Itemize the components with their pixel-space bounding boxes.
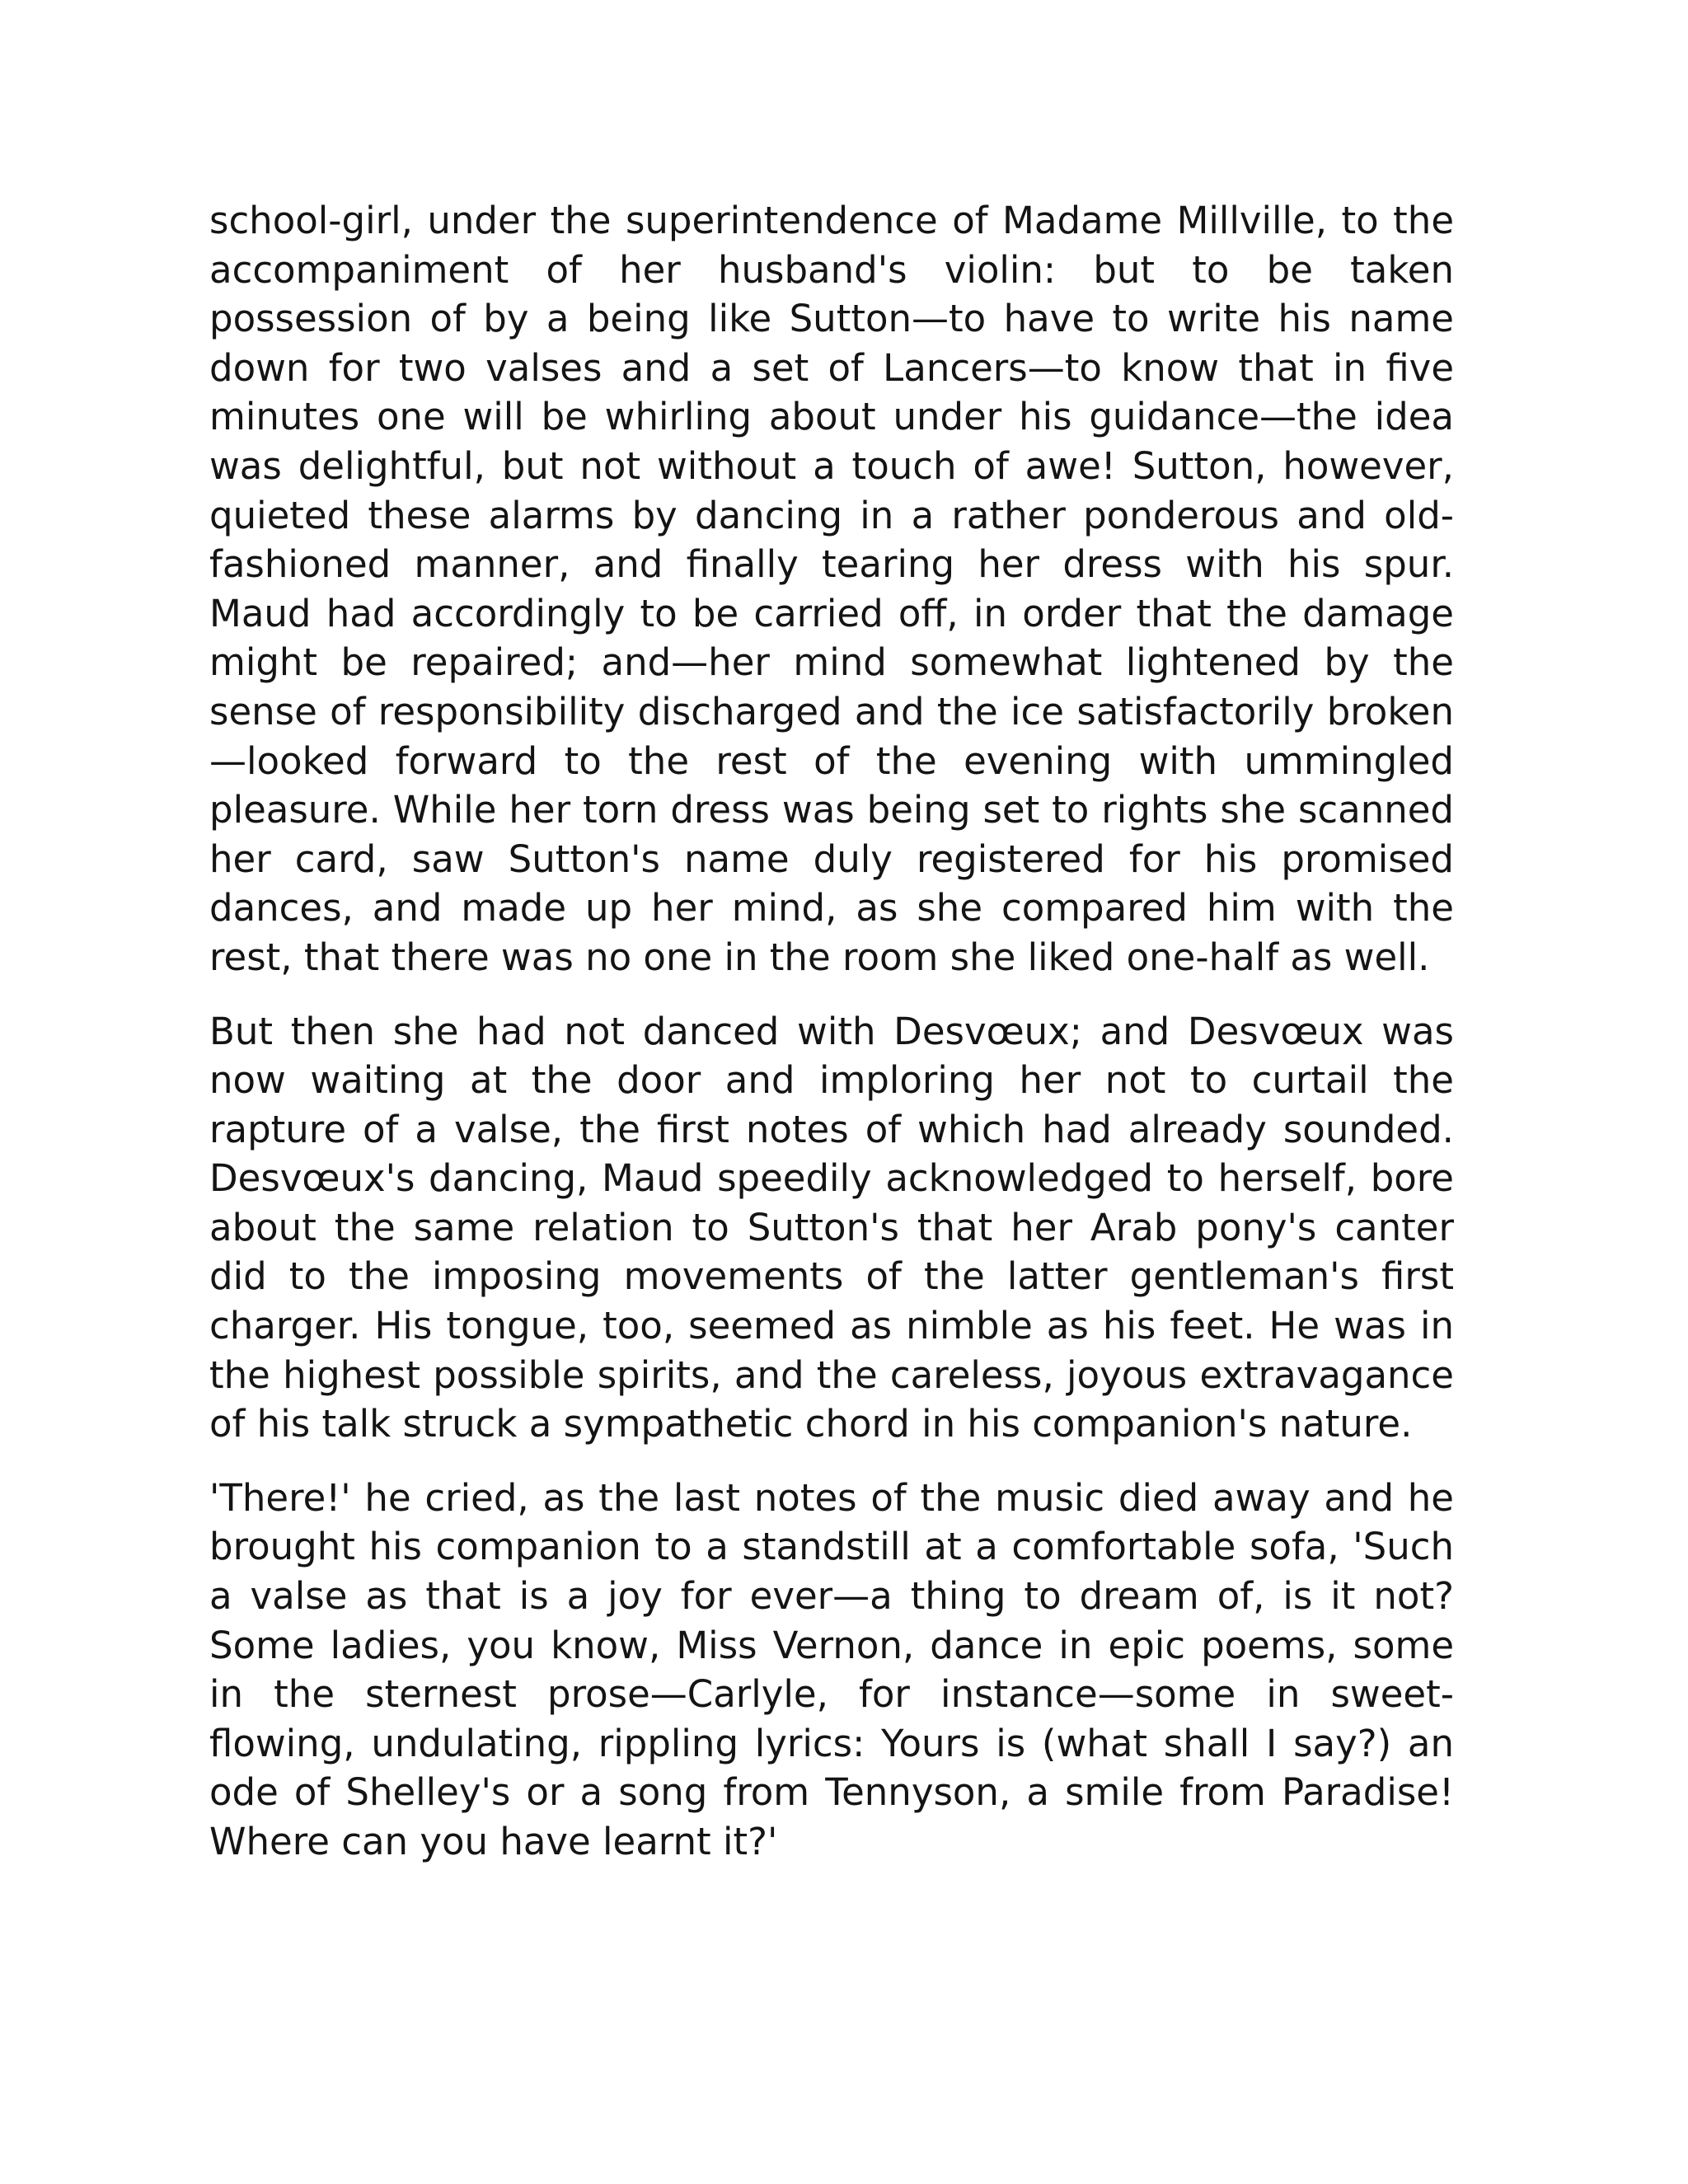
paragraph-1: school-girl, under the superintendence of Madame Millville, to the accompaniment of her husband's violin: but to be taken possession of by a being like Sutton—to have to write his name down for two valses and a set of Lancers—to know that in five minutes one will be whirling about under his guidance—the idea was delightful, but not without a touch of awe! Sutton, however, quieted these alarms by dancing in a rather ponderous and old-fashioned manner, and finally tearing her dress with his spur. Maud had accordingly to be carried off, in order that the damage might be repaired; and—her mind somewhat lightened by the sense of responsibility discharged and the ice satisfactorily broken—looked forward to the rest of the evening with ummingled pleasure. While her torn dress was being set to rights she scanned her card, saw Sutton's name duly registered for his promised dances, and made up her mind, as she compared him with the rest, that there was no one in the room she liked one-half as well. bbox=[209, 199, 1454, 979]
paragraph-2: But then she had not danced with Desvœux; and Desvœux was now waiting at the door and imploring her not to curtail the rapture of a valse, the first notes of which had already sounded. Desvœux's dancing, Maud speedily acknowledged to herself, bore about the same relation to Sutton's that her Arab pony's canter did to the imposing movements of the latter gentleman's first charger. His tongue, too, seemed as nimble as his feet. He was in the highest possible spirits, and the careless, joyous extravagance of his talk struck a sympathetic chord in his companion's nature. bbox=[209, 1009, 1454, 1446]
body-text bbox=[209, 196, 1454, 1891]
paragraph-3: 'There!' he cried, as the last notes of the music died away and he brought his companion to a standstill at a comfortable sofa, 'Such a valse as that is a joy for ever—a thing to dream of, is it not? Some ladies, you know, Miss Vernon, dance in epic poems, some in the sternest prose—Carlyle, for instance—some in sweet-flowing, undulating, rippling lyrics: Yours is (what shall I say?) an ode of Shelley's or a song from Tennyson, a smile from Paradise! Where can you have learnt it?' bbox=[209, 1475, 1454, 1863]
